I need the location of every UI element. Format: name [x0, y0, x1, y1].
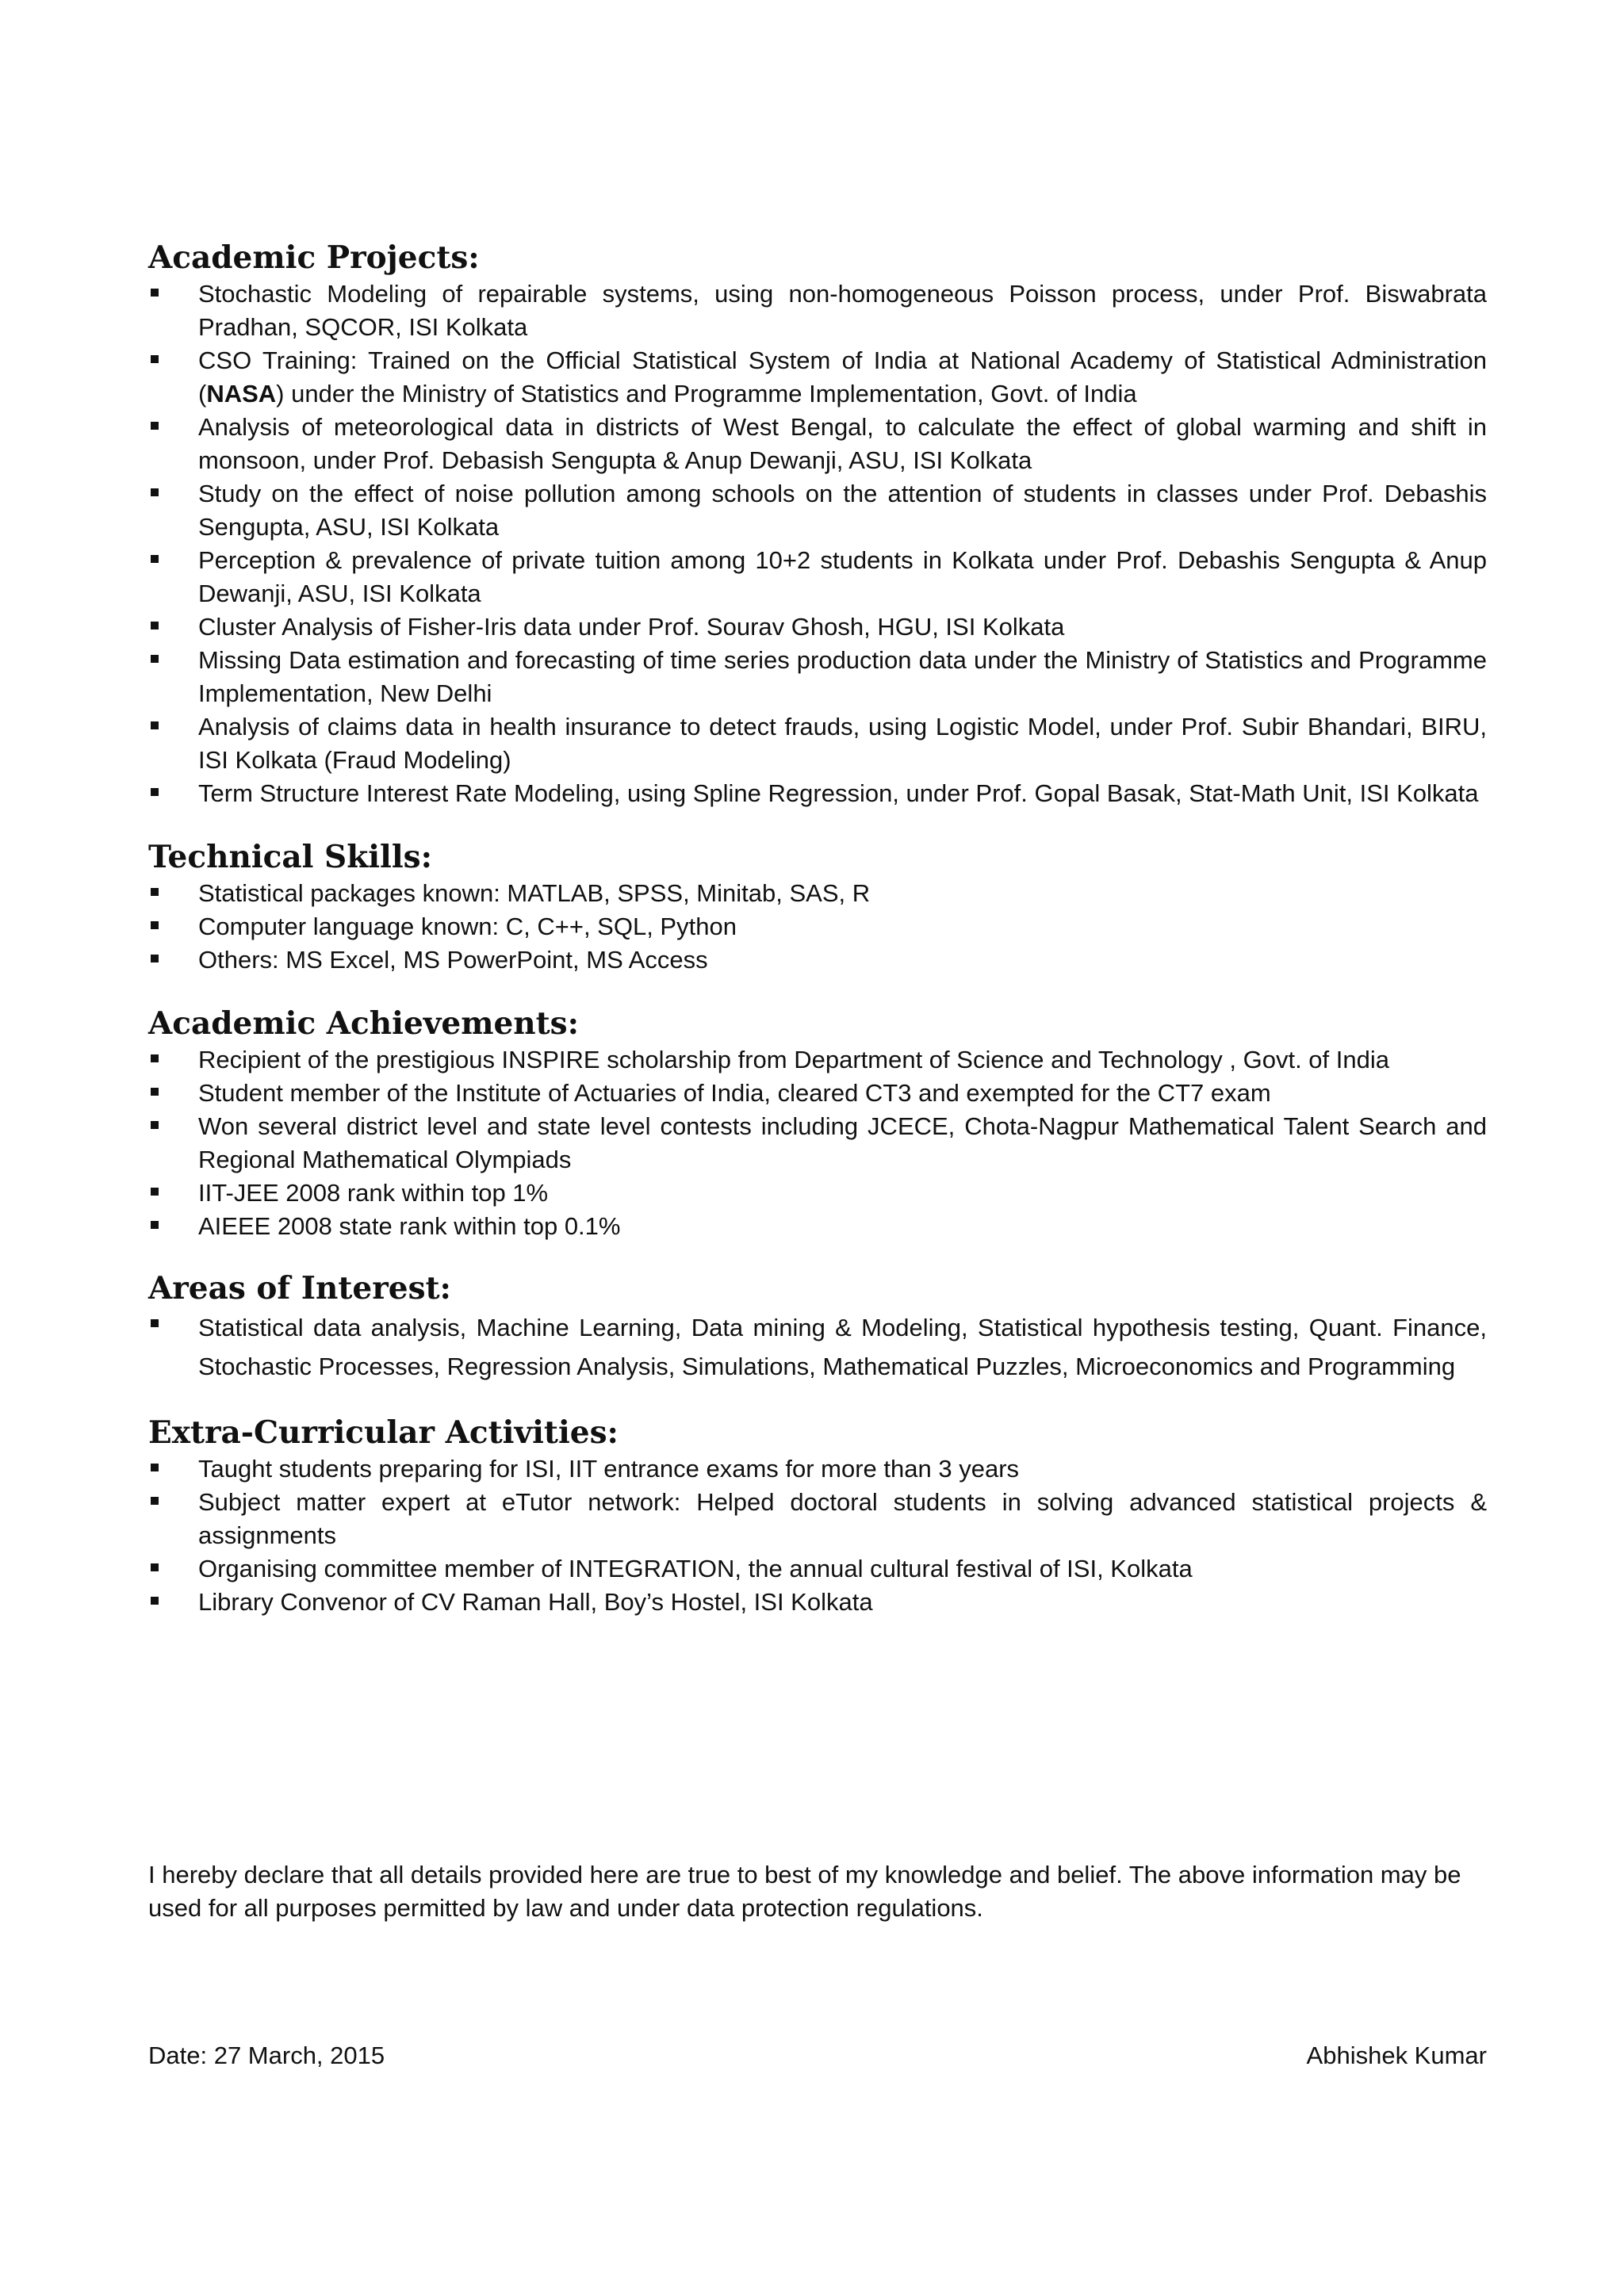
list-item	[148, 710, 1487, 777]
square-bullet-icon	[151, 1563, 159, 1571]
declaration-text: I hereby declare that all details provided here are true to best of my knowledge and belief. The above information may be used for all purposes permitted by law and under data protection regulations.	[148, 1861, 1461, 1922]
square-bullet-icon	[151, 888, 159, 896]
list-item	[148, 1586, 1487, 1619]
list-item-text: Statistical data analysis, Machine Learning, Data mining & Modeling, Statistical hypothesis testing, Quant. Finance, Stochastic Processes, Regression Analysis, Simulations, Mathematical Puzzles, Microeconomics and Programming	[198, 1314, 1487, 1380]
list-item-text: Analysis of claims data in health insurance to detect frauds, using Logistic Model, under Prof. Subir Bhandari, BIRU, ISI Kolkata (Fraud Modeling)	[198, 713, 1487, 774]
square-bullet-icon	[151, 721, 159, 729]
square-bullet-icon	[151, 289, 159, 297]
square-bullet-icon	[151, 1319, 159, 1327]
resume-page	[148, 238, 1487, 1619]
list-item	[148, 777, 1487, 810]
section-technical-skills	[148, 837, 1487, 977]
list-item-text: Study on the effect of noise pollution among schools on the attention of students in classes under Prof. Debashis Sengupta, ASU, ISI Kolkata	[198, 480, 1487, 541]
square-bullet-icon	[151, 955, 159, 962]
square-bullet-icon	[151, 1597, 159, 1605]
list-item-text: Stochastic Modeling of repairable systems, using non-homogeneous Poisson process, under Prof. Biswabrata Pradhan, SQCOR, ISI Kolkata	[198, 280, 1487, 341]
list-item-text: Computer language known: C, C++, SQL, Python	[198, 913, 737, 940]
list-item-text: Organising committee member of INTEGRATION, the annual cultural festival of ISI, Kolkata	[198, 1555, 1193, 1582]
list-item	[148, 1110, 1487, 1177]
section-heading: Technical Skills:	[148, 839, 433, 875]
list-item-text: CSO Training: Trained on the Official Statistical System of India at National Academy of Statistical Administration (	[198, 346, 1487, 408]
list-item-text: Subject matter expert at eTutor network: Helped doctoral students in solving advanced statistical projects & assignments	[198, 1488, 1487, 1549]
signoff-name: Abhishek Kumar	[1306, 2042, 1487, 2069]
square-bullet-icon	[151, 1188, 159, 1196]
list-item-text: Statistical packages known: MATLAB, SPSS, Minitab, SAS, R	[198, 879, 871, 907]
extra-curricular-list	[148, 1452, 1487, 1619]
list-item-text: ) under the Ministry of Statistics and Programme Implementation, Govt. of India	[276, 380, 1137, 408]
section-areas-of-interest	[148, 1269, 1487, 1386]
list-item-bold-text: NASA	[206, 380, 277, 408]
list-item-text: Cluster Analysis of Fisher-Iris data under Prof. Sourav Ghosh, HGU, ISI Kolkata	[198, 613, 1065, 641]
list-item-text: Won several district level and state level contests including JCECE, Chota-Nagpur Mathematical Talent Search and Regional Mathematical Olympiads	[198, 1112, 1487, 1173]
list-item-text: Library Convenor of CV Raman Hall, Boy’s Hostel, ISI Kolkata	[198, 1588, 873, 1616]
square-bullet-icon	[151, 1088, 159, 1096]
list-item	[148, 1552, 1487, 1586]
interest-list	[148, 1308, 1487, 1386]
square-bullet-icon	[151, 1497, 159, 1505]
list-item-text: Student member of the Institute of Actuaries of India, cleared CT3 and exempted for the CT7 exam	[198, 1079, 1271, 1107]
list-item	[148, 910, 1487, 943]
section-heading: Areas of Interest:	[148, 1270, 451, 1307]
square-bullet-icon	[151, 355, 159, 363]
project-list	[148, 277, 1487, 810]
square-bullet-icon	[151, 422, 159, 430]
square-bullet-icon	[151, 921, 159, 929]
list-item-text: Perception & prevalence of private tuition among 10+2 students in Kolkata under Prof. Debashis Sengupta & Anup Dewanji, ASU, ISI Kolkata	[198, 546, 1487, 607]
list-item-text: AIEEE 2008 state rank within top 0.1%	[198, 1212, 621, 1240]
square-bullet-icon	[151, 1054, 159, 1062]
list-item	[148, 1077, 1487, 1110]
square-bullet-icon	[151, 1121, 159, 1129]
square-bullet-icon	[151, 1221, 159, 1229]
list-item	[148, 344, 1487, 411]
list-item	[148, 1486, 1487, 1552]
list-item	[148, 1308, 1487, 1386]
list-item	[148, 477, 1487, 544]
section-heading: Academic Achievements:	[148, 1005, 580, 1042]
list-item-text: Recipient of the prestigious INSPIRE scholarship from Department of Science and Technology , Govt. of India	[198, 1046, 1389, 1073]
section-extra-curricular	[148, 1413, 1487, 1619]
square-bullet-icon	[151, 655, 159, 663]
square-bullet-icon	[151, 788, 159, 796]
list-item-text: IIT-JEE 2008 rank within top 1%	[198, 1179, 549, 1207]
achievements-list	[148, 1043, 1487, 1243]
list-item-text: Analysis of meteorological data in districts of West Bengal, to calculate the effect of global warming and shift in monsoon, under Prof. Debasish Sengupta & Anup Dewanji, ASU, ISI Kolkata	[198, 413, 1487, 474]
section-academic-projects	[148, 238, 1487, 810]
list-item	[148, 644, 1487, 710]
list-item-text: Taught students preparing for ISI, IIT entrance exams for more than 3 years	[198, 1455, 1020, 1483]
signoff-date: Date: 27 March, 2015	[148, 2042, 385, 2069]
skills-list	[148, 877, 1487, 977]
square-bullet-icon	[151, 622, 159, 629]
square-bullet-icon	[151, 555, 159, 563]
section-academic-achievements	[148, 1004, 1487, 1243]
list-item	[148, 1177, 1487, 1210]
list-item	[148, 877, 1487, 910]
list-item	[148, 1043, 1487, 1077]
list-item	[148, 277, 1487, 344]
list-item	[148, 411, 1487, 477]
square-bullet-icon	[151, 1464, 159, 1471]
square-bullet-icon	[151, 488, 159, 496]
list-item	[148, 544, 1487, 610]
list-item-text: Term Structure Interest Rate Modeling, using Spline Regression, under Prof. Gopal Basak, Stat-Math Unit, ISI Kolkata	[198, 779, 1479, 807]
list-item	[148, 1210, 1487, 1243]
section-heading: Academic Projects:	[148, 239, 480, 276]
list-item-text: Missing Data estimation and forecasting of time series production data under the Ministry of Statistics and Programme Implementation, New Delhi	[198, 646, 1487, 707]
section-heading: Extra-Curricular Activities:	[148, 1414, 619, 1451]
list-item	[148, 610, 1487, 644]
list-item	[148, 1452, 1487, 1486]
list-item	[148, 943, 1487, 977]
list-item-text: Others: MS Excel, MS PowerPoint, MS Access	[198, 946, 708, 974]
